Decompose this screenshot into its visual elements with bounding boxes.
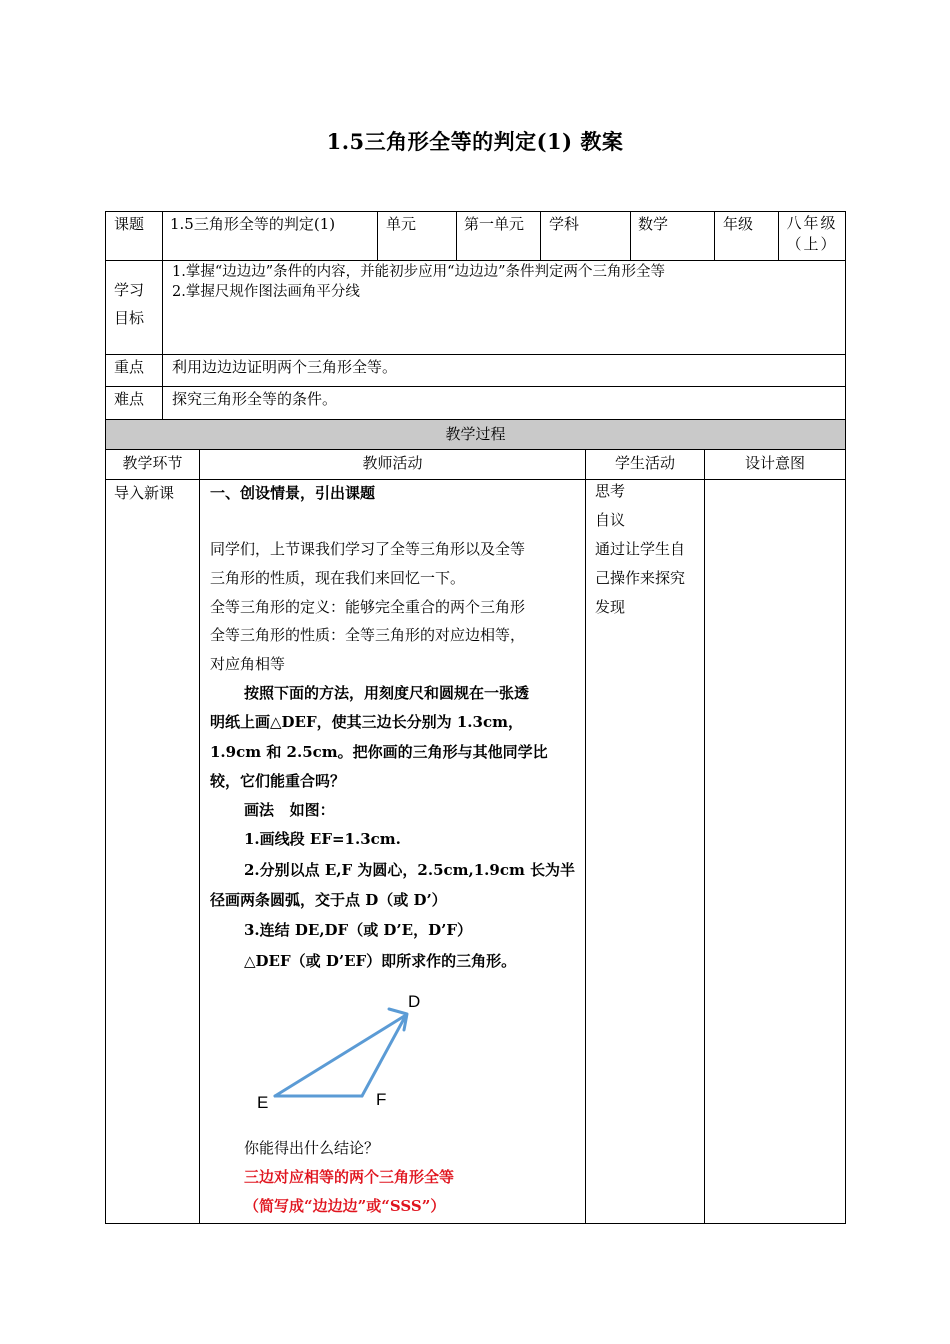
subject-value: 数学 bbox=[638, 215, 669, 233]
step-3: 3.连结 DE,DF（或 D’E，D’F） bbox=[244, 921, 472, 939]
triangle-def-figure bbox=[240, 985, 440, 1115]
task-line-3: 1.9cm 和 2.5cm。把你画的三角形与其他同学比 bbox=[210, 743, 548, 761]
task-line-4: 较，它们能重合吗？ bbox=[210, 772, 346, 790]
objective-item-1: 1.掌握“边边边”条件的内容，并能初步应用“边边边”条件判定两个三角形全等 bbox=[172, 264, 665, 280]
lesson-value: 1.5三角形全等的判定(1) bbox=[170, 215, 336, 233]
student-line-2: 自议 bbox=[595, 511, 626, 529]
teacher-p1-line1: 同学们，上节课我们学习了全等三角形以及全等 bbox=[210, 540, 526, 558]
student-line-3: 通过让学生自 bbox=[595, 540, 686, 558]
unit-value: 第一单元 bbox=[464, 215, 525, 233]
process-title: 教学过程 bbox=[445, 425, 506, 443]
objective-item-2: 2.掌握尺规作图法画角平分线 bbox=[172, 284, 360, 300]
grade-value: 八年级（上） bbox=[786, 214, 838, 253]
col-student-header: 学生活动 bbox=[614, 454, 675, 472]
teacher-property-line2: 对应角相等 bbox=[210, 655, 286, 673]
label-d: D bbox=[408, 992, 421, 1011]
objectives-label-1: 学习 bbox=[114, 281, 145, 299]
abbreviation-text: （简写成“边边边”或“SSS”） bbox=[244, 1197, 446, 1215]
task-line-1: 按照下面的方法，用刻度尺和圆规在一张透 bbox=[244, 684, 530, 702]
page-title: 1.5三角形全等的判定(1) 教案 bbox=[326, 129, 624, 154]
col-teacher-header: 教师活动 bbox=[362, 454, 423, 472]
step-2-line1: 2.分别以点 E,F 为圆心，2.5cm,1.9cm 长为半 bbox=[244, 861, 576, 879]
lesson-label: 课题 bbox=[114, 215, 145, 233]
stage-name: 导入新课 bbox=[114, 484, 175, 502]
student-line-5: 发现 bbox=[595, 598, 626, 616]
result-text: △DEF（或 D’EF）即所求作的三角形。 bbox=[244, 952, 517, 970]
teacher-heading: 一、创设情景，引出课题 bbox=[210, 484, 376, 502]
teacher-property-line1: 全等三角形的性质：全等三角形的对应边相等， bbox=[210, 626, 526, 644]
method-label: 画法 如图： bbox=[244, 801, 335, 819]
grade-label: 年级 bbox=[723, 215, 754, 233]
teacher-definition: 全等三角形的定义：能够完全重合的两个三角形 bbox=[210, 598, 526, 616]
step-1: 1.画线段 EF=1.3cm. bbox=[244, 830, 401, 848]
edge-ed bbox=[275, 1015, 406, 1096]
question-text: 你能得出什么结论？ bbox=[244, 1139, 380, 1157]
teacher-p1-line2: 三角形的性质，现在我们来回忆一下。 bbox=[210, 569, 466, 587]
student-line-1: 思考 bbox=[595, 482, 626, 500]
col-stage-header: 教学环节 bbox=[122, 454, 183, 472]
difficulty-label: 难点 bbox=[114, 390, 145, 408]
conclusion-text: 三边对应相等的两个三角形全等 bbox=[244, 1168, 455, 1186]
unit-label: 单元 bbox=[386, 215, 417, 233]
label-e: E bbox=[257, 1093, 269, 1112]
label-f: F bbox=[376, 1090, 387, 1109]
difficulty-value: 探究三角形全等的条件。 bbox=[172, 390, 338, 408]
key-point-value: 利用边边边证明两个三角形全等。 bbox=[172, 358, 398, 376]
step-2-line2: 径画两条圆弧，交于点 D（或 D’） bbox=[210, 891, 447, 909]
task-line-2: 明纸上画△DEF，使其三边长分别为 1.3cm， bbox=[210, 713, 523, 731]
student-line-4: 己操作来探究 bbox=[595, 569, 686, 587]
objectives-label-2: 目标 bbox=[114, 309, 145, 327]
key-point-label: 重点 bbox=[114, 358, 145, 376]
subject-label: 学科 bbox=[549, 215, 580, 233]
col-design-header: 设计意图 bbox=[744, 454, 805, 472]
